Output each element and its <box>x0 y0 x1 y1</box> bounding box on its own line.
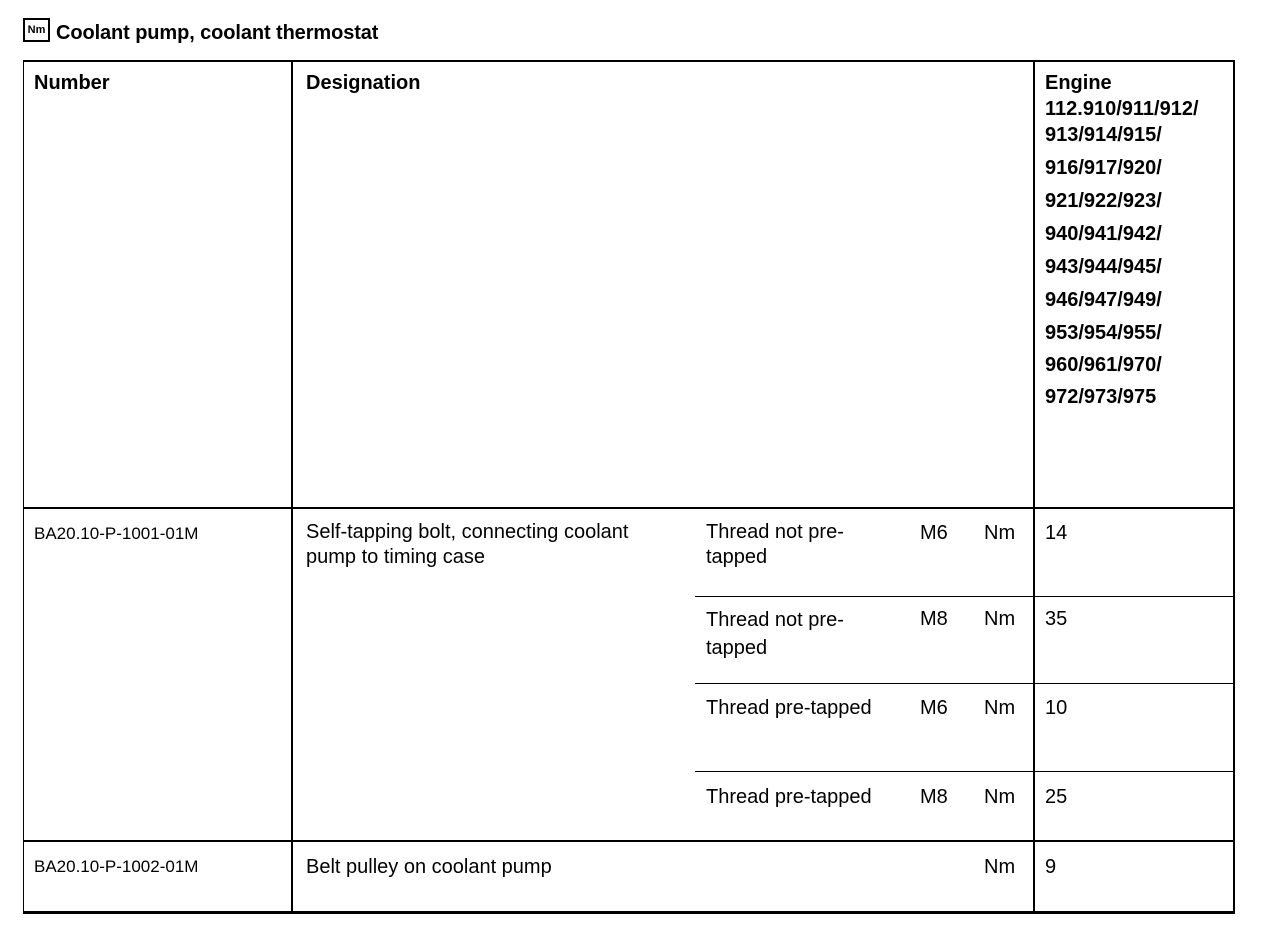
row-divider-sub-3 <box>695 771 1235 772</box>
column-divider-number <box>291 60 293 914</box>
row1-designation: Self-tapping bolt, connecting coolant pump to timing case <box>306 521 629 568</box>
row2-unit: Nm <box>984 856 1016 878</box>
sub3-value: 10 <box>1045 697 1068 719</box>
section-title: Coolant pump, coolant thermostat <box>56 21 379 44</box>
engine-line: 953/954/955/ <box>1045 322 1162 344</box>
engine-line: 916/917/920/ <box>1045 157 1162 179</box>
section-heading <box>23 18 378 48</box>
table-border-top <box>23 60 1235 62</box>
header-designation: Designation <box>306 72 421 94</box>
header-engine <box>1045 70 1230 414</box>
engine-line: 972/973/975 <box>1045 386 1157 408</box>
sub2-condition: Thread not pre-tapped <box>706 609 844 659</box>
sub2-value: 35 <box>1045 608 1068 630</box>
sub1-size: M6 <box>920 522 948 544</box>
table-border-left <box>23 60 24 914</box>
sub3-unit: Nm <box>984 697 1016 719</box>
engine-line: 946/947/949/ <box>1045 289 1162 311</box>
header-number: Number <box>34 72 110 94</box>
sub1-unit: Nm <box>984 522 1016 544</box>
sub4-size: M8 <box>920 786 948 808</box>
sub4-value: 25 <box>1045 786 1068 808</box>
sub2-size: M8 <box>920 608 948 630</box>
sub4-unit: Nm <box>984 786 1016 808</box>
engine-line: 960/961/970/ <box>1045 354 1162 376</box>
sub1-value: 14 <box>1045 522 1068 544</box>
sub3-condition: Thread pre-tapped <box>706 697 872 719</box>
engine-line: 940/941/942/ <box>1045 223 1162 245</box>
row2-number: BA20.10-P-1002-01M <box>34 857 199 876</box>
row-divider-row-2 <box>23 840 1235 842</box>
engine-line: 943/944/945/ <box>1045 256 1162 278</box>
table-border-right <box>1233 60 1235 914</box>
engine-line: 921/922/923/ <box>1045 190 1162 212</box>
sub3-size: M6 <box>920 697 948 719</box>
row-divider-sub-2 <box>695 683 1235 684</box>
table-border-bottom <box>23 911 1235 914</box>
sub4-condition: Thread pre-tapped <box>706 786 872 808</box>
torque-nm-icon: Nm <box>23 18 50 42</box>
sub2-unit: Nm <box>984 608 1016 630</box>
row1-number: BA20.10-P-1001-01M <box>34 524 199 543</box>
engine-line: 112.910/911/912/ <box>1045 98 1199 120</box>
header-engine-label: Engine <box>1045 72 1112 94</box>
torque-table <box>23 60 1235 914</box>
sub1-condition: Thread not pre-tapped <box>706 521 844 568</box>
engine-line: 913/914/915/ <box>1045 124 1162 146</box>
row-divider-header <box>23 507 1235 509</box>
column-divider-value <box>1033 60 1035 914</box>
row-divider-sub-1 <box>695 596 1235 597</box>
row2-value: 9 <box>1045 856 1057 878</box>
row2-designation: Belt pulley on coolant pump <box>306 856 552 878</box>
